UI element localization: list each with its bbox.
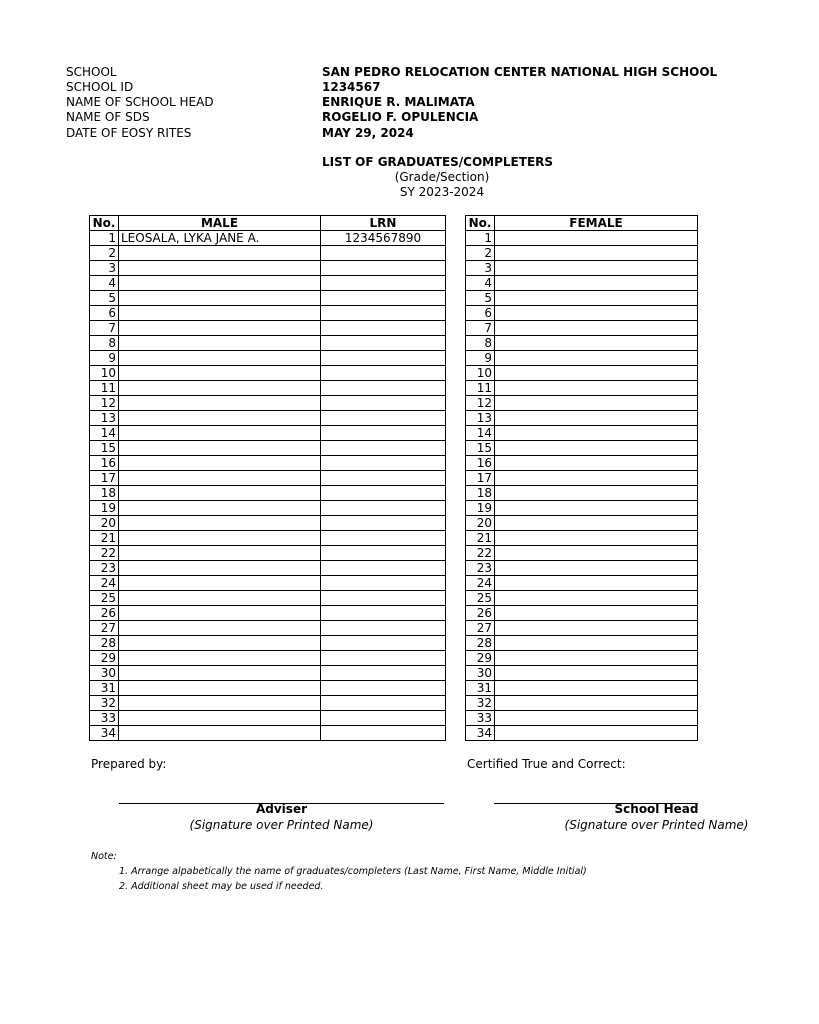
lrn-cell <box>321 606 446 621</box>
table-row <box>466 486 698 501</box>
row-number: 9 <box>466 351 495 366</box>
table-row <box>90 696 446 711</box>
table-row <box>90 441 446 456</box>
row-number: 6 <box>90 306 119 321</box>
table-row <box>90 546 446 561</box>
lrn-cell <box>321 351 446 366</box>
table-row <box>466 441 698 456</box>
lrn-cell <box>321 711 446 726</box>
student-name-cell <box>119 411 321 426</box>
note-label: Note: <box>91 851 117 862</box>
row-number: 9 <box>90 351 119 366</box>
row-number: 4 <box>466 276 495 291</box>
school-id-value: 1234567 <box>322 80 381 94</box>
school-year-label: SY 2023-2024 <box>399 185 485 199</box>
row-number: 34 <box>90 726 119 741</box>
student-name-cell <box>119 606 321 621</box>
lrn-cell <box>321 396 446 411</box>
student-name-cell <box>495 381 698 396</box>
student-name-cell <box>495 231 698 246</box>
table-row <box>466 261 698 276</box>
lrn-cell: 1234567890 <box>321 231 446 246</box>
school-head-role: School Head <box>614 802 699 816</box>
lrn-cell <box>321 456 446 471</box>
table-row <box>90 711 446 726</box>
table-row <box>466 351 698 366</box>
table-row <box>466 576 698 591</box>
student-name-cell <box>495 531 698 546</box>
table-row <box>466 321 698 336</box>
row-number: 34 <box>466 726 495 741</box>
lrn-header: LRN <box>321 216 446 231</box>
row-number: 33 <box>466 711 495 726</box>
lrn-cell <box>321 696 446 711</box>
male-graduates-table <box>89 215 446 741</box>
row-number: 22 <box>466 546 495 561</box>
grade-section-label: (Grade/Section) <box>394 170 490 184</box>
student-name-cell <box>495 621 698 636</box>
row-number: 28 <box>90 636 119 651</box>
note-item-2: 2. Additional sheet may be used if needed. <box>119 881 324 892</box>
row-number: 2 <box>466 246 495 261</box>
table-row <box>90 351 446 366</box>
table-row <box>90 681 446 696</box>
student-name-cell <box>495 366 698 381</box>
student-name-cell <box>495 591 698 606</box>
table-row <box>90 531 446 546</box>
student-name-cell <box>495 636 698 651</box>
female-no-header: No. <box>466 216 495 231</box>
student-name-cell <box>119 501 321 516</box>
lrn-cell <box>321 441 446 456</box>
row-number: 8 <box>90 336 119 351</box>
student-name-cell <box>495 681 698 696</box>
table-row <box>90 501 446 516</box>
table-row <box>466 666 698 681</box>
row-number: 3 <box>90 261 119 276</box>
table-row <box>90 396 446 411</box>
table-row <box>90 486 446 501</box>
lrn-cell <box>321 246 446 261</box>
table-row <box>466 396 698 411</box>
table-row <box>466 456 698 471</box>
table-row <box>90 381 446 396</box>
student-name-cell <box>119 711 321 726</box>
table-row <box>466 291 698 306</box>
table-row <box>466 531 698 546</box>
row-number: 19 <box>90 501 119 516</box>
student-name-cell <box>119 726 321 741</box>
student-name-cell <box>495 516 698 531</box>
lrn-cell <box>321 666 446 681</box>
student-name-cell <box>495 471 698 486</box>
row-number: 25 <box>466 591 495 606</box>
lrn-cell <box>321 471 446 486</box>
student-name-cell <box>119 471 321 486</box>
table-row <box>466 696 698 711</box>
student-name-cell <box>495 336 698 351</box>
row-number: 26 <box>466 606 495 621</box>
table-row <box>90 321 446 336</box>
student-name-cell <box>119 576 321 591</box>
table-row <box>90 621 446 636</box>
table-row <box>90 291 446 306</box>
student-name-cell <box>119 516 321 531</box>
student-name-cell <box>495 576 698 591</box>
student-name-cell <box>119 291 321 306</box>
male-no-header: No. <box>90 216 119 231</box>
table-row <box>90 456 446 471</box>
table-row <box>466 426 698 441</box>
table-row <box>466 561 698 576</box>
certified-label: Certified True and Correct: <box>467 757 626 771</box>
student-name-cell <box>119 546 321 561</box>
row-number: 13 <box>90 411 119 426</box>
table-row <box>466 501 698 516</box>
lrn-cell <box>321 546 446 561</box>
table-row <box>90 561 446 576</box>
table-row <box>90 261 446 276</box>
lrn-cell <box>321 681 446 696</box>
student-name-cell <box>119 381 321 396</box>
adviser-role: Adviser <box>255 802 307 816</box>
row-number: 4 <box>90 276 119 291</box>
row-number: 17 <box>90 471 119 486</box>
student-name-cell <box>119 561 321 576</box>
student-name-cell <box>119 321 321 336</box>
student-name-cell <box>495 561 698 576</box>
table-row <box>466 366 698 381</box>
row-number: 22 <box>90 546 119 561</box>
eosy-date-label: DATE OF EOSY RITES <box>66 126 192 140</box>
lrn-cell <box>321 426 446 441</box>
lrn-cell <box>321 591 446 606</box>
student-name-cell <box>119 651 321 666</box>
table-row <box>466 681 698 696</box>
note-item-1: 1. Arrange alpabetically the name of graduates/completers (Last Name, First Name, Middle Initial) <box>119 866 587 877</box>
row-number: 29 <box>466 651 495 666</box>
table-row <box>466 411 698 426</box>
student-name-cell <box>495 261 698 276</box>
table-row <box>466 636 698 651</box>
table-row <box>90 306 446 321</box>
student-name-cell <box>495 276 698 291</box>
row-number: 30 <box>466 666 495 681</box>
table-row <box>466 276 698 291</box>
row-number: 6 <box>466 306 495 321</box>
student-name-cell <box>119 351 321 366</box>
page-title: LIST OF GRADUATES/COMPLETERS <box>322 155 554 169</box>
row-number: 16 <box>90 456 119 471</box>
row-number: 32 <box>466 696 495 711</box>
row-number: 1 <box>90 231 119 246</box>
student-name-cell <box>495 441 698 456</box>
row-number: 31 <box>90 681 119 696</box>
eosy-date-value: MAY 29, 2024 <box>322 126 414 140</box>
table-row <box>466 381 698 396</box>
student-name-cell <box>495 246 698 261</box>
row-number: 8 <box>466 336 495 351</box>
adviser-caption: (Signature over Printed Name) <box>189 818 374 832</box>
row-number: 29 <box>90 651 119 666</box>
row-number: 15 <box>90 441 119 456</box>
student-name-cell <box>119 426 321 441</box>
table-row <box>466 231 698 246</box>
school-label: SCHOOL <box>66 65 117 79</box>
row-number: 23 <box>466 561 495 576</box>
student-name-cell <box>495 546 698 561</box>
student-name-cell <box>119 591 321 606</box>
sds-value: ROGELIO F. OPULENCIA <box>322 110 479 124</box>
row-number: 27 <box>90 621 119 636</box>
table-row <box>466 621 698 636</box>
lrn-cell <box>321 381 446 396</box>
row-number: 20 <box>466 516 495 531</box>
prepared-by-label: Prepared by: <box>91 757 167 771</box>
row-number: 27 <box>466 621 495 636</box>
table-row <box>466 306 698 321</box>
row-number: 20 <box>90 516 119 531</box>
lrn-cell <box>321 366 446 381</box>
lrn-cell <box>321 561 446 576</box>
row-number: 32 <box>90 696 119 711</box>
student-name-cell <box>119 261 321 276</box>
row-number: 28 <box>466 636 495 651</box>
table-row <box>90 471 446 486</box>
row-number: 1 <box>466 231 495 246</box>
student-name-cell <box>495 486 698 501</box>
table-row <box>90 606 446 621</box>
row-number: 3 <box>466 261 495 276</box>
row-number: 23 <box>90 561 119 576</box>
table-row <box>90 636 446 651</box>
row-number: 16 <box>466 456 495 471</box>
table-row <box>90 591 446 606</box>
lrn-cell <box>321 651 446 666</box>
student-name-cell <box>119 531 321 546</box>
lrn-cell <box>321 306 446 321</box>
lrn-cell <box>321 321 446 336</box>
lrn-cell <box>321 531 446 546</box>
row-number: 18 <box>466 486 495 501</box>
lrn-cell <box>321 411 446 426</box>
student-name-cell <box>495 321 698 336</box>
row-number: 2 <box>90 246 119 261</box>
student-name-cell <box>119 396 321 411</box>
lrn-cell <box>321 501 446 516</box>
table-row <box>90 666 446 681</box>
female-graduates-table <box>465 215 698 741</box>
student-name-cell <box>119 636 321 651</box>
row-number: 5 <box>90 291 119 306</box>
female-table-header <box>466 216 698 231</box>
lrn-cell <box>321 291 446 306</box>
student-name-cell <box>495 456 698 471</box>
row-number: 24 <box>90 576 119 591</box>
lrn-cell <box>321 276 446 291</box>
row-number: 12 <box>90 396 119 411</box>
table-row <box>466 606 698 621</box>
row-number: 5 <box>466 291 495 306</box>
student-name-cell <box>119 336 321 351</box>
table-row <box>90 246 446 261</box>
student-name-cell <box>119 246 321 261</box>
row-number: 33 <box>90 711 119 726</box>
lrn-cell <box>321 726 446 741</box>
table-row <box>90 516 446 531</box>
school-head-caption: (Signature over Printed Name) <box>564 818 749 832</box>
row-number: 7 <box>90 321 119 336</box>
row-number: 7 <box>466 321 495 336</box>
student-name-cell <box>495 726 698 741</box>
student-name-cell <box>495 501 698 516</box>
student-name-cell <box>495 291 698 306</box>
row-number: 12 <box>466 396 495 411</box>
lrn-cell <box>321 261 446 276</box>
row-number: 31 <box>466 681 495 696</box>
student-name-cell <box>495 606 698 621</box>
lrn-cell <box>321 486 446 501</box>
lrn-cell <box>321 621 446 636</box>
student-name-cell <box>119 456 321 471</box>
student-name-cell <box>495 696 698 711</box>
lrn-cell <box>321 516 446 531</box>
table-row <box>90 576 446 591</box>
male-name-header: MALE <box>119 216 321 231</box>
row-number: 11 <box>466 381 495 396</box>
table-row <box>90 726 446 741</box>
school-head-label: NAME OF SCHOOL HEAD <box>66 95 214 109</box>
row-number: 26 <box>90 606 119 621</box>
table-row <box>466 516 698 531</box>
student-name-cell <box>495 351 698 366</box>
row-number: 25 <box>90 591 119 606</box>
student-name-cell <box>495 306 698 321</box>
row-number: 30 <box>90 666 119 681</box>
student-name-cell <box>119 276 321 291</box>
school-head-signature-block <box>494 795 749 840</box>
lrn-cell <box>321 636 446 651</box>
table-row <box>466 336 698 351</box>
table-row <box>466 651 698 666</box>
sds-label: NAME OF SDS <box>66 110 150 124</box>
female-name-header: FEMALE <box>495 216 698 231</box>
row-number: 15 <box>466 441 495 456</box>
student-name-cell <box>495 411 698 426</box>
student-name-cell <box>495 666 698 681</box>
row-number: 21 <box>90 531 119 546</box>
row-number: 21 <box>466 531 495 546</box>
student-name-cell <box>119 366 321 381</box>
row-number: 24 <box>466 576 495 591</box>
student-name-cell <box>119 681 321 696</box>
row-number: 13 <box>466 411 495 426</box>
table-row <box>90 411 446 426</box>
table-row <box>466 471 698 486</box>
student-name-cell <box>119 306 321 321</box>
row-number: 10 <box>466 366 495 381</box>
lrn-cell <box>321 576 446 591</box>
row-number: 11 <box>90 381 119 396</box>
student-name-cell <box>495 651 698 666</box>
table-row <box>466 591 698 606</box>
table-row <box>90 231 446 246</box>
school-head-value: ENRIQUE R. MALIMATA <box>322 95 475 109</box>
lrn-cell <box>321 336 446 351</box>
table-row <box>90 651 446 666</box>
student-name-cell <box>119 486 321 501</box>
school-value: SAN PEDRO RELOCATION CENTER NATIONAL HIGH SCHOOL <box>322 65 718 79</box>
row-number: 17 <box>466 471 495 486</box>
table-row <box>466 546 698 561</box>
table-row <box>466 246 698 261</box>
row-number: 18 <box>90 486 119 501</box>
student-name-cell <box>119 666 321 681</box>
table-row <box>90 336 446 351</box>
school-id-label: SCHOOL ID <box>66 80 134 94</box>
student-name-cell <box>495 711 698 726</box>
student-name-cell <box>495 426 698 441</box>
student-name-cell <box>495 396 698 411</box>
table-row <box>90 366 446 381</box>
table-row <box>466 726 698 741</box>
student-name-cell <box>119 696 321 711</box>
row-number: 14 <box>466 426 495 441</box>
student-name-cell <box>119 441 321 456</box>
table-row <box>466 711 698 726</box>
student-name-cell <box>119 621 321 636</box>
table-row <box>90 276 446 291</box>
male-table-header <box>90 216 446 231</box>
row-number: 19 <box>466 501 495 516</box>
table-row <box>90 426 446 441</box>
row-number: 14 <box>90 426 119 441</box>
row-number: 10 <box>90 366 119 381</box>
student-name-cell: LEOSALA, LYKA JANE A. <box>119 231 321 246</box>
